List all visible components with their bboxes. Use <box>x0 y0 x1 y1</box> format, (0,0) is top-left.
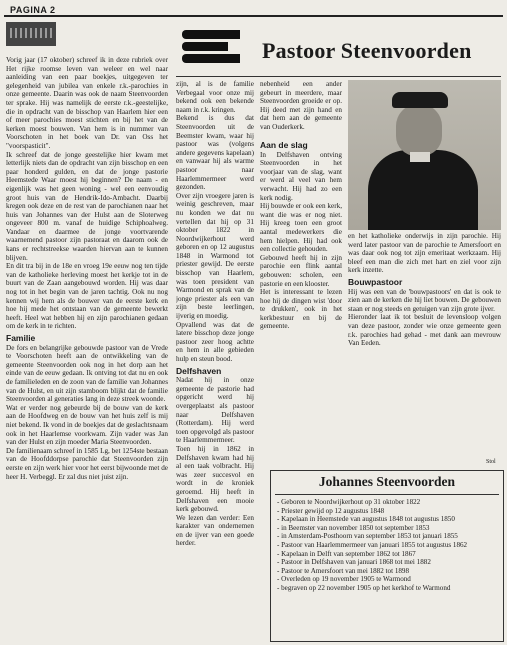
paragraph: Hij was een van de 'bouwpastoors' en dat is ook te zien aan de kerken die hij liet bouwen. De gebouwen staan er nog steeds en getuigen van zijn grote ijver. <box>348 287 501 313</box>
paragraph: Wat er verder nog gebeurde bij de bouw van de kerk aan de Hoofdweg en de bouw van het huis zelf is mij niet bekend. Ik vond in de boekjes dat de geslachtsnaam ook in het Haarlemse voorkwam. Zijn vader was Jan van der Hulst en zijn moeder Maria Steenvoorden. <box>6 403 168 447</box>
paragraph: Vorig jaar (17 oktober) schreef ik in deze rubriek over Het rijke roomse leven van weleer en wel naar aanleiding van een paar boekjes, uitgegeven ter gelegenheid van jubilea van enkele r.k.-parochies in onze gemeente. Daarin was ook de naam Steenvoorden ter sprake. Hij was namelijk de eerste r.k.-geestelijke, die in opdracht van de bisschop van Haarlem hier een of meer parochies moest stichten en bij het van de kerken moest bouwen. Van hem is in nummer van Voorschoten in het boek van Dr. van Oss het "voorspasticit". <box>6 56 168 150</box>
biography-item: - Pastoor te Amersfoort van mei 1882 tot 1898 <box>277 566 410 575</box>
article-column-3-top <box>260 80 342 138</box>
article-column-2 <box>176 80 254 626</box>
paragraph: Bekend is dus dat Steenvoorden uit de Beemster kwam, waar hij pastoor was (volgens andere gegevens kapelaan) en vanwaar hij als warme pastoor naar Haarlemmermeer werd gezonden. <box>176 114 254 192</box>
section-heading-bouwpastoor: Bouwpastoor <box>348 276 403 287</box>
paragraph: Nadat hij in onze gemeente de pastorie had opgericht werd hij overgeplaatst als pastoor naar Delfshaven (Rotterdam). Hij werd toen opgevolgd als pastoor te Haarlemmermeer. <box>176 376 254 445</box>
page-label: PAGINA 2 <box>10 5 56 15</box>
biography-list <box>271 498 503 593</box>
biography-item: - in Amsterdam-Posthoorn van september 1853 tot januari 1855 <box>277 532 458 541</box>
author-signoff: Stol <box>486 459 496 465</box>
biography-item: - Kapelaan in Delft van september 1862 tot 1867 <box>277 549 416 558</box>
biography-item: - begraven op 22 november 1905 op het kerkhof te Warmond <box>277 583 451 592</box>
paragraph: Toen hij in 1862 in Delfshaven kwam had hij al een taak volbracht. Hij was zeer succesvol en wordt in de kroniek geroemd. Hij heeft in Delfshaven een mooie kerk gebouwd. <box>176 444 254 514</box>
paragraph: In Delfshaven ontving Steenvoorden in het voorjaar van de slag, want er werd al veel van hem verwacht. Hij had zo een kerk nodig. <box>260 150 342 202</box>
paragraph: Opvallend was dat de latere bisschop deze jonge pastoor zeer hoog achtte en hem in alle gebieden hulp en steun bood. <box>176 320 254 363</box>
paragraph: Hij bouwde er ook een kerk, want die was er nog niet. Hij kreeg toen een groot aantal medewerkers die hem hielpen. Hij had ook een collectie gehouden. <box>260 202 342 254</box>
paragraph: En dit tra bij in de 18e en vroeg 19e eeuw nog ten tijde van de katholieke herleving moest het kerkje tot in de buurt van de Zaan aangebouwd worden. Hij was daar nog tot in het begin van de jaren tachtig. Ook nu nog kennen wij hem als de bouwer van de eerste kerk en hoe hij mede het ontstaan van de gemeente bewerkt heeft. Heel wat hebben hij en zijn parochianen gedaan om de kerk in te richten. <box>6 262 168 331</box>
biography-item: - Overleden op 19 november 1905 te Warmond <box>277 575 411 584</box>
biography-item: - Kapelaan in Heemstede van augustus 1848 tot augustus 1850 <box>277 515 455 524</box>
portrait-photo <box>348 80 501 230</box>
section-heading-aan-de-slag: Aan de slag <box>260 140 308 150</box>
paragraph: De fors en belangrijke gebouwde pastoor van de Vrede te Voorschoten heeft aan de ontwikkeling van de gemeente Steenvoorden ook nog in het dorp aan het einde van de eeuw gedaan. Ik ontving tot dat nu en ook de familieleden en de zoon van de familie van Johannes van de Hulst, en uit zijn stamboom blijkt dat de familie Steenvoorden al generaties lang in deze streek woonde. <box>6 343 168 404</box>
paragraph: en het katholieke onderwijs in zijn parochie. Hij werd later pastoor van de parochie te Amersfoort en was daar ook nog tot zijn emeritaat werkzaam. Hij bleef een man die zich met hart en ziel voor zijn kerk inzette. <box>348 232 501 275</box>
page-header <box>6 2 501 16</box>
paragraph: Over zijn vroegere jaren is weinig geschreven, maar nu konden we dat nu vertellen dat hij op 31 oktober 1822 in Noordwijkerhout werd geboren en op 12 augustus 1848 in Warmond tot priester gewijd. De eerste bisschop van Haarlem, was toen president van Warmond en sprak van de jonge priester als een van zijn beste leerlingen, ijverig en moedig. <box>176 191 254 321</box>
biography-item: - Pastoor in Delfshaven van januari 1868 tot mei 1882 <box>277 558 431 567</box>
title-rule <box>176 76 501 77</box>
biography-item: - Geboren te Noordwijkerhout op 31 oktober 1822 <box>277 498 421 506</box>
biography-item: - in Beemster van november 1850 tot september 1853 <box>277 523 430 532</box>
paragraph: Ik schreef dat de jonge geestelijke hier kwam met letterlijk niets dan de opdracht van zijn bisschop en een paar honderd gulden, en dat de jonge pastorie Heemstede Waar moest hij beginnen? De naam - en eigenlijk was het geen woning - wel een eenvoudig groot huis van de Hendrik-Ido-Ambacht. Daarbij kregen ook deze en de rest van de parochianen naar het huis van Johannes van der Hulst aan de Sloterweg ongeveer 800 m. vanaf de huidige Schiphoalweg. Vandaar en daarmee de jonge voortvarende waarnemend pastoor zijn pastoraat en daarom ook de kans er rechtstreekse waarden hiervan aan te kunnen blijven. <box>6 150 168 262</box>
biography-item: - Pastoor van Haarlemmermeer van januari 1855 tot augustus 1862 <box>277 540 468 549</box>
paragraph: We lezen dan verder: Een karakter van ondernemen en de ijver van een goede herder. <box>176 513 254 548</box>
article-column-1 <box>6 56 168 644</box>
biography-box <box>270 470 504 642</box>
paragraph: Gebouwd heeft hij in zijn parochie een flink aantal gebouwen: scholen, een pastorie en een klooster. <box>260 253 342 288</box>
header-rule <box>4 15 503 17</box>
section-heading-delfshaven: Delfshaven <box>176 365 222 376</box>
paragraph: Hieronder laat ik tot besluit de levensloop volgen van deze pastoor, zonder wie onze gemeente geen r.k. parochies had gehad - met dank aan mevrouw Van Eeden. <box>348 313 501 348</box>
paragraph: Het is interessant te lezen hoe hij de dingen wist 'door te drukken', ook in het kerkbestuur en bij de gemeente. <box>260 288 342 331</box>
biography-heading: Johannes Steenvoorden <box>318 474 456 489</box>
section-heading-familie: Familie <box>6 333 36 343</box>
article-title: Pastoor Steenvoorden <box>262 38 472 63</box>
biography-rule <box>275 494 499 495</box>
biography-item: - Priester gewijd op 12 augustus 1848 <box>277 506 385 515</box>
column-logo <box>6 22 56 46</box>
newspaper-brand-mark <box>176 28 256 68</box>
article-column-3 <box>260 138 342 428</box>
article-column-4 <box>348 232 501 430</box>
paragraph: De familienaam schreef in 1585 Lg, bet 1254ste bestaan van de Hoofddorpse parochie dat Steenvoorden zijn eerste en zijn werk hier voor het eerst bijwoonde met de heer H. Verbeggl. Er zal dus niet juist zijn. <box>6 446 168 481</box>
paragraph: zijn, al is de familie Verbegaal voor onze mij bekend ook een bekende naam in r.k. kringen. <box>176 80 254 114</box>
paragraph: nebenheid een ander gebeurt in meerdere, maar Steenvoorden groeide er op. Hij deed met zijn hand en dat hem aan de gemeente van Ouderkerk. <box>260 80 342 131</box>
